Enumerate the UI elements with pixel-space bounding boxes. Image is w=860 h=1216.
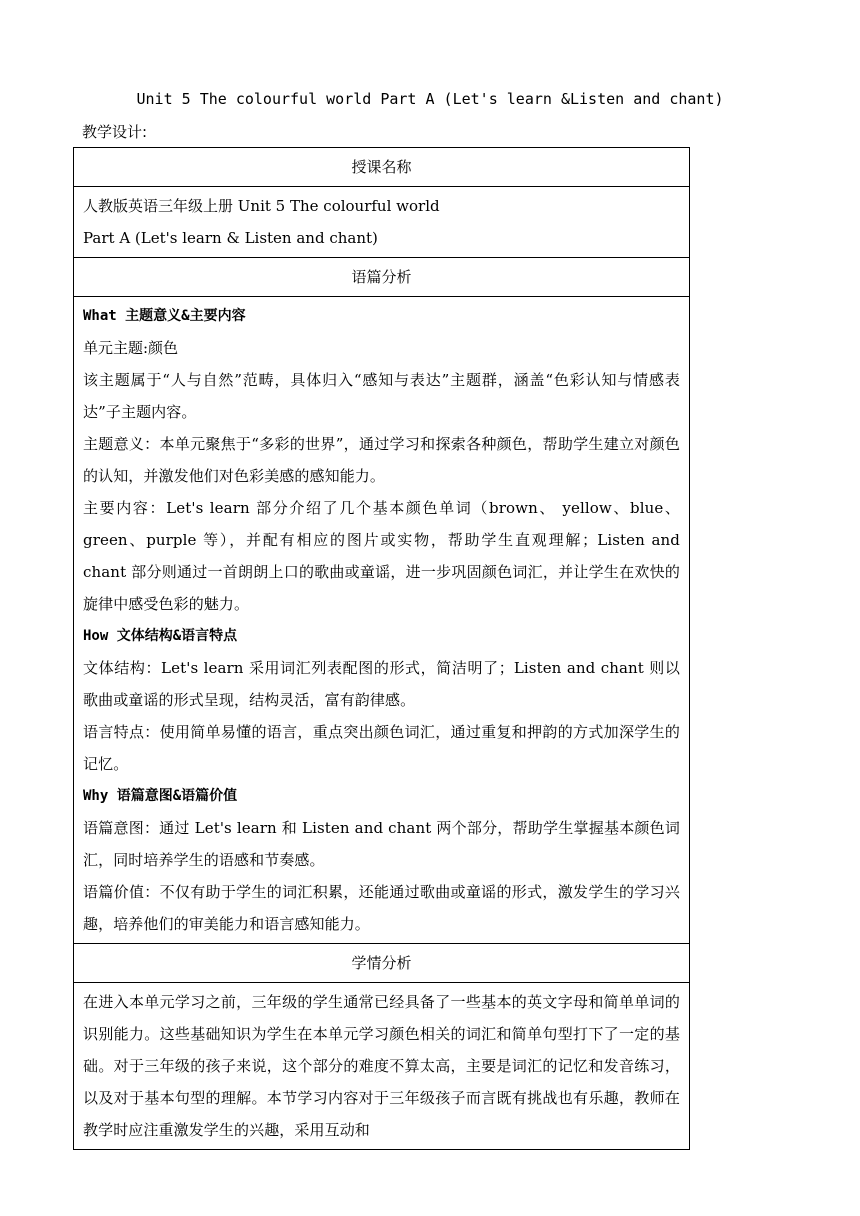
learner-analysis-body: 在进入本单元学习之前，三年级的学生通常已经具备了一些基本的英文字母和简单单词的识别能力。这些基础知识为学生在本单元学习颜色相关的词汇和简单句型打下了一定的基础。对于三年级的孩子来说，这个部分的难度不算太高，主要是词汇的记忆和发音练习，以及对于基本句型的理解。本节学习内容对于三年级孩子而言既有挑战也有乐趣，教师在教学时应注重激发学生的兴趣，采用互动和: [83, 993, 680, 1139]
learner-analysis-row: [74, 983, 690, 1150]
course-name-header: 授课名称: [74, 148, 690, 187]
how-heading: How 文体结构&语言特点: [83, 628, 238, 644]
text-analysis-cell: [74, 297, 690, 944]
text-analysis-row: [74, 297, 690, 944]
course-name-header-row: [74, 148, 690, 187]
what-heading: What 主题意义&主要内容: [83, 308, 246, 324]
language-features: 语言特点：使用简单易懂的语言，重点突出颜色词汇，通过重复和押韵的方式加深学生的记忆。: [83, 723, 680, 773]
design-label: 教学设计:: [82, 123, 148, 141]
course-name-line2: Part A (Let's learn & Listen and chant): [83, 229, 378, 247]
unit-theme: 单元主题:颜色: [83, 339, 179, 357]
why-heading: Why 语篇意图&语篇价值: [83, 788, 238, 804]
text-structure: 文体结构：Let's learn 采用词汇列表配图的形式，简洁明了；Listen and chant 则以歌曲或童谣的形式呈现，结构灵活，富有韵律感。: [83, 659, 680, 709]
text-value: 语篇价值：不仅有助于学生的词汇积累，还能通过歌曲或童谣的形式，激发学生的学习兴趣，培养他们的审美能力和语言感知能力。: [83, 883, 680, 933]
course-name-line1: 人教版英语三年级上册 Unit 5 The colourful world: [83, 197, 440, 215]
text-intent: 语篇意图：通过 Let's learn 和 Listen and chant 两个部分，帮助学生掌握基本颜色词汇，同时培养学生的语感和节奏感。: [83, 819, 680, 869]
main-content: 主要内容：Let's learn 部分介绍了几个基本颜色单词（brown、 yellow、blue、green、purple 等），并配有相应的图片或实物，帮助学生直观理解；Listen and chant 部分则通过一首朗朗上口的歌曲或童谣，进一步巩固颜色词汇，并让学生在欢快的旋律中感受色彩的魅力。: [83, 499, 680, 613]
theme-category: 该主题属于“人与自然”范畴，具体归入“感知与表达”主题群，涵盖“色彩认知与情感表达”子主题内容。: [83, 371, 680, 421]
text-analysis-header-row: [74, 258, 690, 297]
learner-analysis-cell: [74, 983, 690, 1150]
text-analysis-header: 语篇分析: [74, 258, 690, 297]
theme-meaning: 主题意义：本单元聚焦于“多彩的世界”，通过学习和探索各种颜色，帮助学生建立对颜色的认知，并激发他们对色彩美感的感知能力。: [83, 435, 680, 485]
learner-analysis-header-row: [74, 944, 690, 983]
course-name-row: [74, 187, 690, 258]
course-name-cell: [74, 187, 690, 258]
document-title: Unit 5 The colourful world Part A (Let's learn &Listen and chant): [136, 90, 724, 108]
lesson-design-table: [73, 147, 690, 1150]
learner-analysis-header: 学情分析: [74, 944, 690, 983]
